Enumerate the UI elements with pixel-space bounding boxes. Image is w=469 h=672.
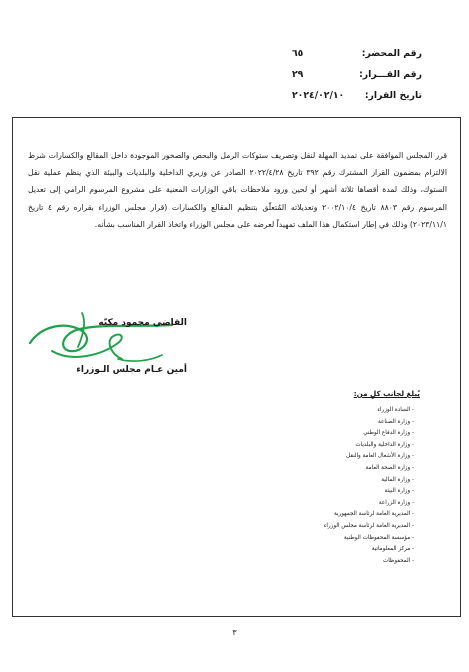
list-item: - مركز المعلوماتية (371, 546, 414, 553)
signatory-name: القاضي محمود مكيّه (98, 318, 187, 328)
minutes-number-value: ٦٥ (292, 48, 304, 59)
list-item: - وزارة الصحة العامة (365, 464, 414, 471)
list-item: - السادة الوزراء (377, 407, 414, 413)
distribution-list (324, 405, 420, 567)
list-item: - وزارة الدفاع الوطني (363, 430, 414, 437)
minutes-number-row (292, 43, 422, 64)
list-item: - وزارة الصناعة (377, 418, 414, 425)
decision-date-row (292, 85, 422, 106)
minutes-number-label: رقم المحضر: (361, 48, 422, 59)
list-item: - وزارة الزراعة (378, 499, 414, 506)
list-item: - المحفوظات (382, 557, 414, 564)
handwritten-signature (22, 303, 182, 373)
page-number: ٣ (232, 628, 237, 637)
distribution-list-block (324, 389, 420, 567)
decision-number-value: ٢٩ (292, 69, 304, 80)
list-item: - مؤسسة المحفوظات الوطنية (343, 534, 414, 541)
decision-text: قرر المجلس الموافقة على تمديد المهلة لنقل وتصريف ستوكات الرمل والبحص والصخور الموجودة داخل المقالع والكسارات شرط الالتزام بمضمون القرار المشترك رقم ٣٩٢ تاريخ ٢٠٢٢/٤/٢٨ الصادر عن وزيري الداخلية والبلديات والبيئة الذي ينظم عملية نقل الستوك، وذلك لمدة أقصاها ثلاثة أشهر أو لحين ورود ملاحظات باقي الوزارات المعنية على مشروع المرسوم الرامي إلى تعديل المرسوم رقم ٨٨٠٣ تاريخ ٢٠٠٢/١٠/٤ وتعديلاته المُتعلّق بتنظيم المقالع والكسارات (قرار مجلس الوزراء بقراره رقم ٤ تاريخ ٢٠٢٣/١١/١) وذلك في إطار استكمال هذا الملف تمهيداً لعرضه على مجلس الوزراء واتخاذ القرار المناسب بشأنه. (28, 151, 447, 229)
distribution-title: يُبلغ لجانب كلٍ من: (353, 389, 420, 398)
decision-date-label: تاريخ القرار: (364, 90, 422, 101)
decision-date-value: ٢٠٢٤/٠٢/١٠ (292, 90, 345, 101)
list-item: - وزارة الداخلية والبلديات (355, 441, 414, 448)
list-item: - وزارة المالية (381, 476, 414, 483)
decision-number-label: رقم القـــرار: (359, 69, 422, 80)
signatory-title: أمين عـام مجلس الـوزراء (76, 365, 187, 375)
list-item: - المديرية العامة لرئاسة الجمهورية (334, 511, 414, 518)
decision-header (292, 43, 422, 106)
decision-number-row (292, 64, 422, 85)
list-item: - المديرية العامة لرئاسة مجلس الوزراء (323, 522, 414, 529)
list-item: - وزارة البيئة (384, 488, 414, 495)
list-item: - وزارة الأشغال العامة والنقل (346, 453, 414, 460)
